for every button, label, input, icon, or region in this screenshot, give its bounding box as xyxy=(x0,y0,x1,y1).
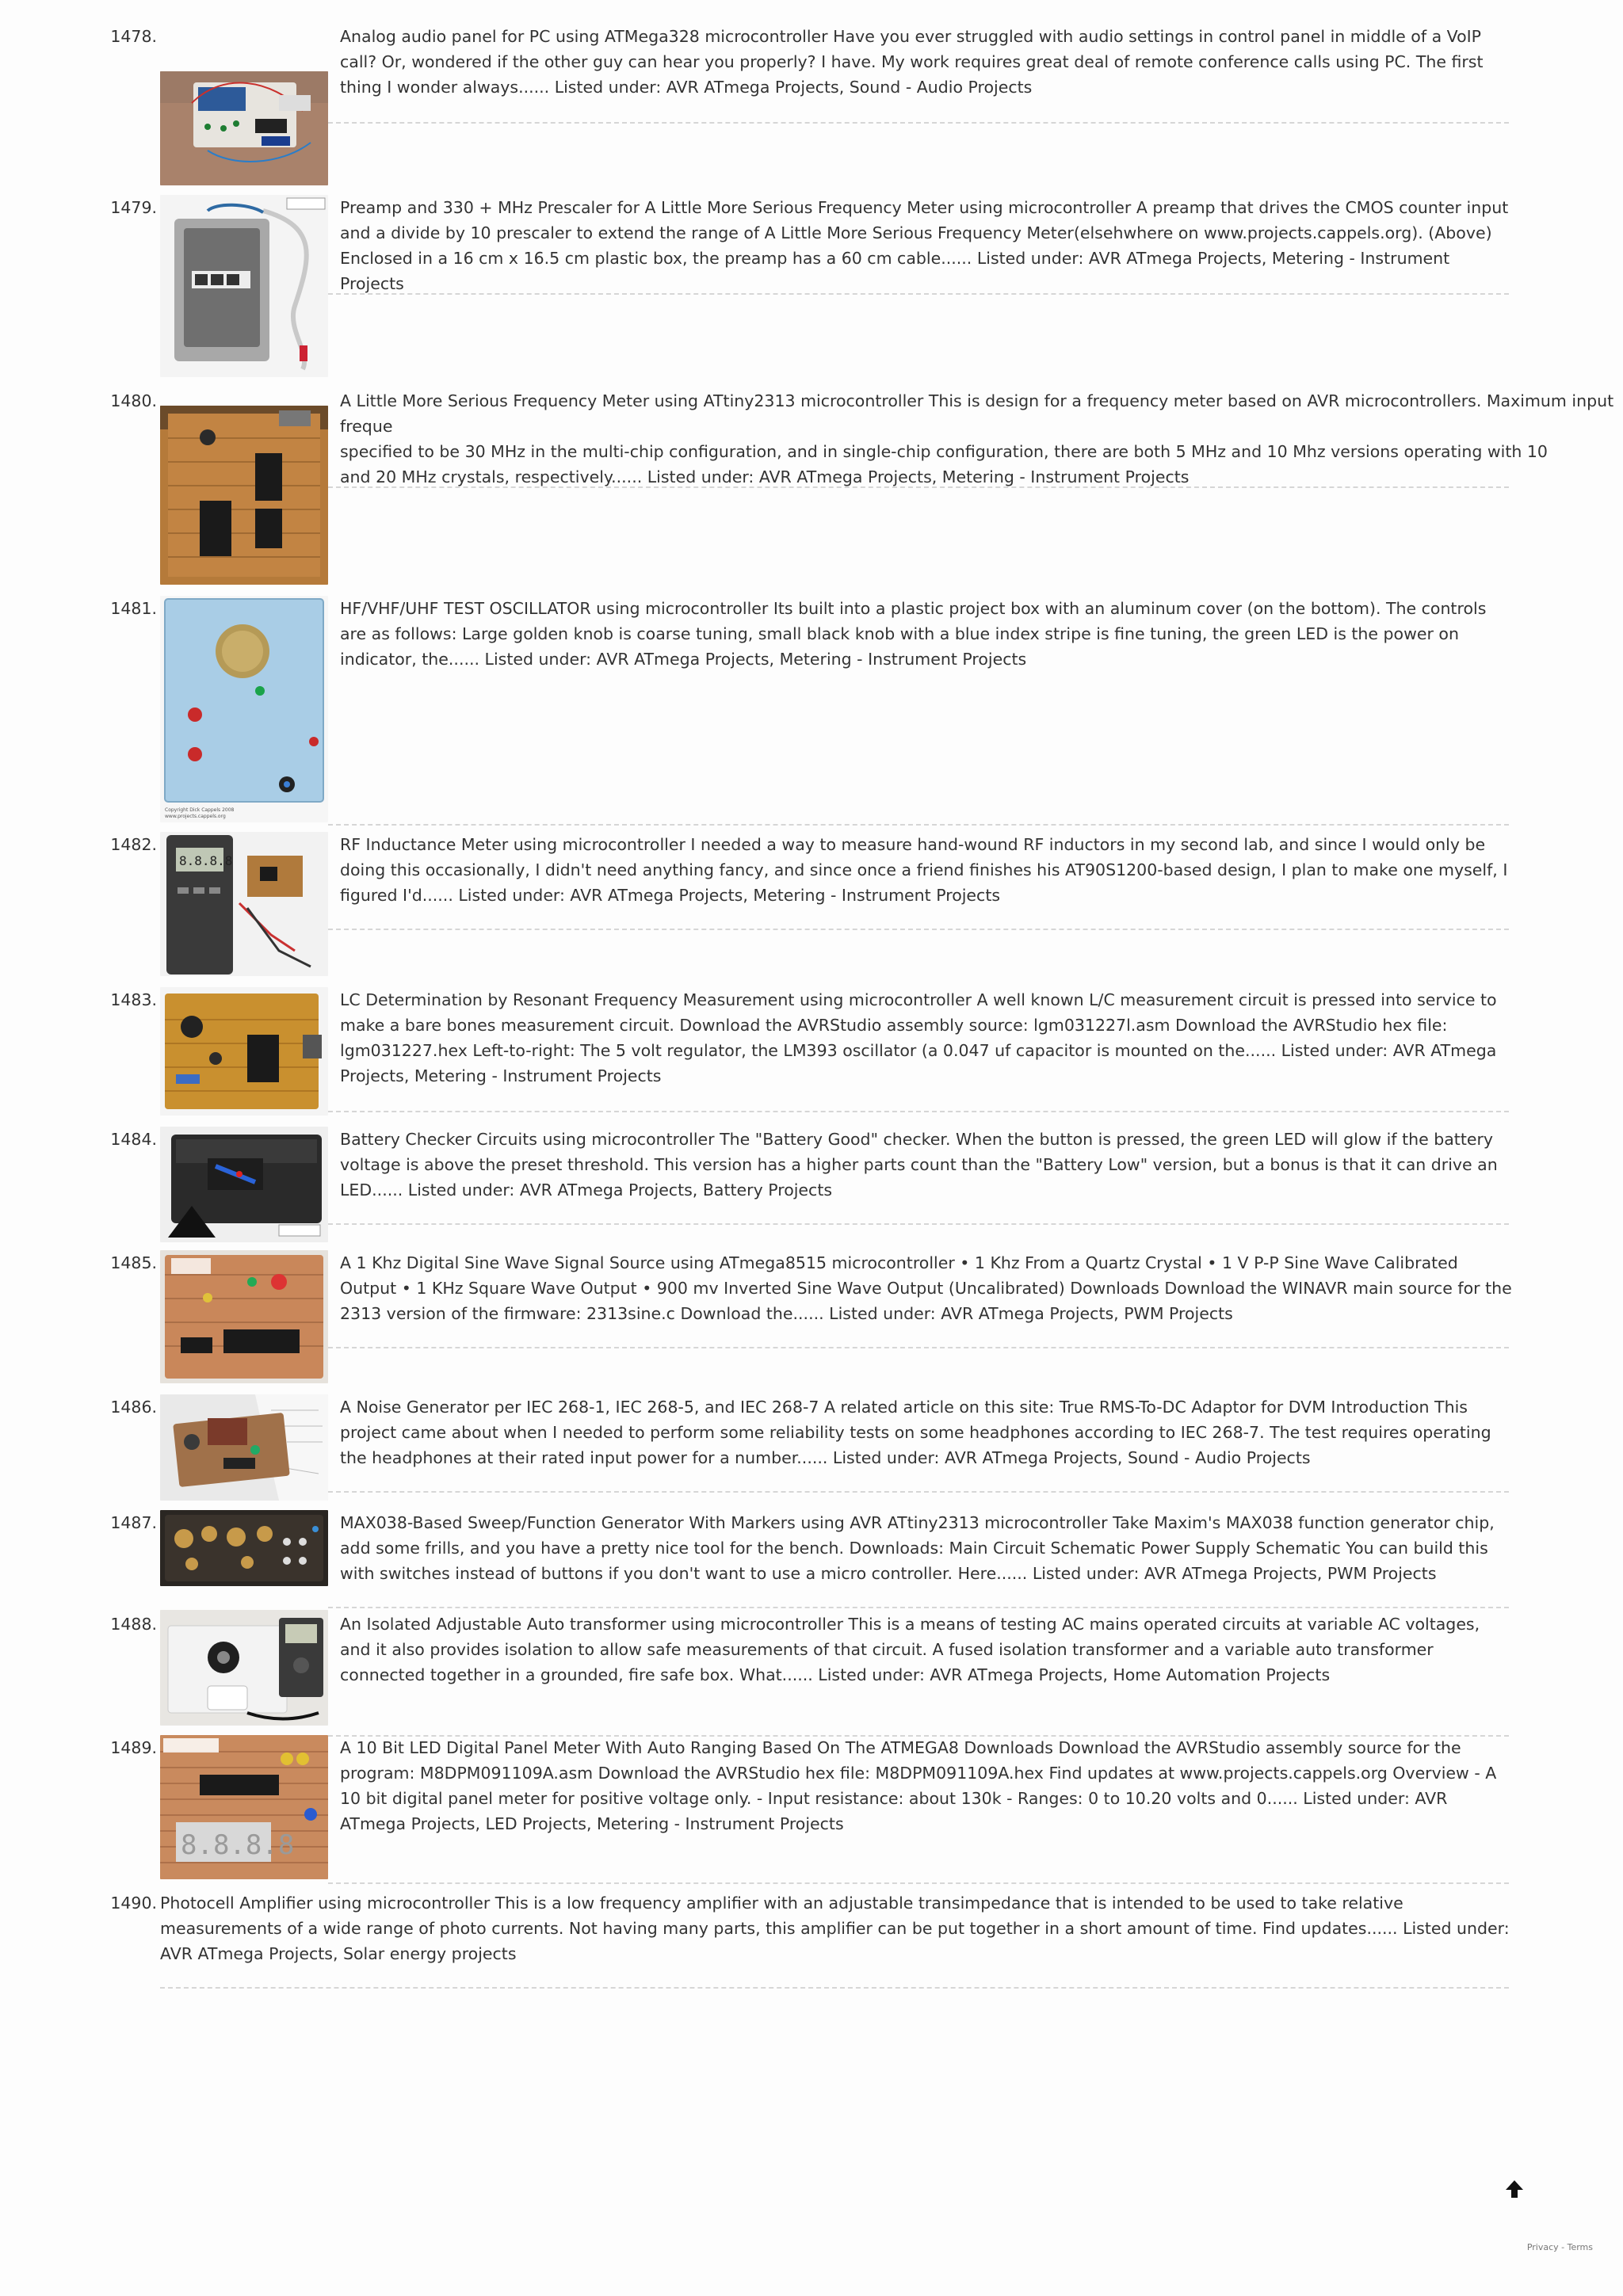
item-separator xyxy=(328,824,1509,826)
item-separator xyxy=(328,1223,1509,1225)
item-number: 1478. xyxy=(110,27,157,46)
item-number: 1482. xyxy=(110,835,157,854)
audio-panel-breadboard-photo xyxy=(160,71,328,185)
project-thumbnail[interactable] xyxy=(160,1510,328,1586)
arrow-up-icon xyxy=(1503,2176,1526,2203)
project-description[interactable]: Battery Checker Circuits using microcontroller The "Battery Good" checker. When the button is pressed, the green LED will glow if the battery voltage is above the preset threshold. This version has a higher parts count than the "Battery Low" version, but a bonus is that it can drive an LED...... Listed under: AVR ATmega Projects, Battery Projects xyxy=(340,1130,1498,1199)
project-description[interactable]: HF/VHF/UHF TEST OSCILLATOR using microcontroller Its built into a plastic project box with an aluminum cover (on the bottom). The controls are as follows: Large golden knob is coarse tuning, small black knob with a blue index stripe is fine tuning, the green LED is the power on indicator, the...... Listed under: AVR ATmega Projects, Metering - Instrument Projects xyxy=(340,599,1487,669)
project-description[interactable]: An Isolated Adjustable Auto transformer using microcontroller This is a means of testing AC mains operated circuits at variable AC voltages, and it also provides isolation to allow safe measurements of that circuit. A fused isolation transformer and a variable auto transformer connected together in a grounded, fire safe box. What...... Listed under: AVR ATmega Projects, Home Automation Projects xyxy=(340,1615,1480,1684)
item-separator xyxy=(328,929,1509,930)
back-to-top-button[interactable] xyxy=(1503,2176,1526,2203)
project-description[interactable]: A 10 Bit LED Digital Panel Meter With Auto Ranging Based On The ATMEGA8 Downloads Download the AVRStudio assembly source for the program: M8DPM091109A.asm Download the AVRStudio hex file: M8DPM091109A.hex Find updates at www.projects.cappels.org Overview - A 10 bit digital panel meter for positive voltage only. - Input resistance: about 130k - Ranges: 0 to 10.20 volts and 0...... Listed under: AVR ATmega Projects, LED Projects, Metering - Instrument Projects xyxy=(340,1738,1497,1833)
item-separator xyxy=(328,1347,1509,1348)
inductance-meter-photo xyxy=(160,832,328,976)
item-separator xyxy=(328,1491,1509,1493)
photo-caption: Copyright Dick Cappels 2008 xyxy=(165,807,235,813)
project-thumbnail[interactable] xyxy=(160,1735,328,1879)
project-thumbnail[interactable] xyxy=(160,832,328,976)
item-number: 1483. xyxy=(110,990,157,1009)
project-description[interactable]: A Little More Serious Frequency Meter using ATtiny2313 microcontroller This is design for a frequency meter based on AVR microcontrollers. Maximum input freque specified to be 30 MHz in the multi-chip configuration, and in single-chip configuration, there are both 5 MHz and 10 Mhz versions operating with 10 and 20 MHz crystals, respectively...... Listed under: AVR ATmega Projects, Metering - Instrument Projects xyxy=(340,391,1614,486)
lc-meter-perfboard-photo xyxy=(160,987,328,1116)
project-description[interactable]: A 1 Khz Digital Sine Wave Signal Source using ATmega8515 microcontroller • 1 Khz From a Quartz Crystal • 1 V P-P Sine Wave Calibrated Output • 1 KHz Square Wave Output • 900 mv Inverted Sine Wave Output (Uncalibrated) Downloads Download the WINAVR main source for the 2313 version of the firmware: 2313sine.c Download the...... Listed under: AVR ATmega Projects, PWM Projects xyxy=(340,1253,1512,1323)
test-oscillator-box-photo xyxy=(160,596,328,822)
project-description[interactable]: Analog audio panel for PC using ATMega328 microcontroller Have you ever struggled with audio settings in control panel in middle of a VoIP call? Or, wondered if the other guy can hear you properly? I have. My work requires great deal of remote conference calls using PC. The first thing I wonder always...... Listed under: AVR ATmega Projects, Sound - Audio Projects xyxy=(340,27,1484,97)
sine-wave-source-perfboard-photo xyxy=(160,1250,328,1383)
project-description[interactable]: RF Inductance Meter using microcontroller I needed a way to measure hand-wound RF inductors in my second lab, and since I would only be doing this occasionally, I didn't need anything fancy, and since once a friend finishes his AT90S1200-based design, I plan to make one myself, I figured I'd...... Listed under: AVR ATmega Projects, Metering - Instrument Projects xyxy=(340,835,1508,905)
project-thumbnail[interactable] xyxy=(160,1250,328,1383)
preamp-prescaler-box-photo xyxy=(160,195,328,377)
project-description[interactable]: LC Determination by Resonant Frequency Measurement using microcontroller A well known L/C measurement circuit is pressed into service to make a bare bones measurement circuit. Download the AVRStudio assembly source: lgm031227l.asm Download the AVRStudio hex file: lgm031227.hex Left-to-right: The 5 volt regulator, the LM393 oscillator (a 0.047 uf capacitor is mounted on the...... Listed under: AVR ATmega Projects, Metering - Instrument Projects xyxy=(340,990,1497,1085)
item-number: 1479. xyxy=(110,198,157,217)
project-thumbnail[interactable] xyxy=(160,596,328,822)
project-description[interactable]: Preamp and 330 + MHz Prescaler for A Little More Serious Frequency Meter using microcontroller A preamp that drives the CMOS counter input and a divide by 10 prescaler to extend the range of A Little More Serious Frequency Meter(elsehwhere on www.projects.cappels.org). (Above) Enclosed in a 16 cm x 16.5 cm plastic box, the preamp has a 60 cm cable...... Listed under: AVR ATmega Projects, Metering - Instrument Projects xyxy=(340,198,1509,293)
recaptcha-footer[interactable]: Privacy - Terms xyxy=(1526,2242,1593,2252)
meter-display: 8.8.8.8 xyxy=(179,853,233,868)
item-separator xyxy=(328,1607,1509,1608)
item-number: 1487. xyxy=(110,1513,157,1532)
led-panel-meter-photo xyxy=(160,1735,328,1879)
auto-transformer-box-photo xyxy=(160,1610,328,1726)
item-number: 1489. xyxy=(110,1738,157,1757)
photo-caption: www.projects.cappels.org xyxy=(165,814,226,819)
noise-generator-board-photo xyxy=(160,1394,328,1501)
item-separator xyxy=(328,1882,1509,1884)
meter-display: 8.8.8.8 xyxy=(181,1829,295,1861)
item-number: 1484. xyxy=(110,1130,157,1149)
project-thumbnail[interactable] xyxy=(160,987,328,1116)
project-description[interactable]: A Noise Generator per IEC 268-1, IEC 268-5, and IEC 268-7 A related article on this site: True RMS-To-DC Adaptor for DVM Introduction This project came about when I needed to perform some reliability tests on some headphones according to IEC 268-7. The test requires operating the headphones at their rated input power for a number...... Listed under: AVR ATmega Projects, Sound - Audio Projects xyxy=(340,1398,1491,1467)
item-number: 1485. xyxy=(110,1253,157,1272)
item-separator xyxy=(328,293,1509,295)
project-description[interactable]: MAX038-Based Sweep/Function Generator With Markers using AVR ATtiny2313 microcontroller Take Maxim's MAX038 function generator chip, add some frills, and you have a pretty nice tool for the bench. Downloads: Main Circuit Schematic Power Supply Schematic You can build this with switches instead of buttons if you don't want to use a micro controller. Here...... Listed under: AVR ATmega Projects, PWM Projects xyxy=(340,1513,1495,1583)
item-number: 1480. xyxy=(110,391,157,410)
item-number: 1488. xyxy=(110,1615,157,1634)
project-description[interactable]: Photocell Amplifier using microcontroller This is a low frequency amplifier with an adjustable transimpedance that is intended to be used to take relative measurements of a wide range of photo currents. Not having many parts, this amplifier can be put together in a short amount of time. Find updates...... Listed under: AVR ATmega Projects, Solar energy projects xyxy=(160,1894,1510,1963)
project-thumbnail[interactable] xyxy=(160,195,328,377)
project-thumbnail[interactable] xyxy=(160,1127,328,1242)
function-generator-panel-photo xyxy=(160,1510,328,1586)
item-number: 1490. xyxy=(110,1894,157,1913)
item-separator xyxy=(328,1111,1509,1112)
project-thumbnail[interactable] xyxy=(160,71,328,185)
item-number: 1486. xyxy=(110,1398,157,1417)
item-separator xyxy=(328,486,1509,488)
project-thumbnail[interactable] xyxy=(160,1610,328,1726)
battery-checker-photo xyxy=(160,1127,328,1242)
item-separator xyxy=(160,1987,1509,1989)
item-separator xyxy=(328,122,1509,124)
frequency-meter-perfboard-photo xyxy=(160,406,328,585)
project-thumbnail[interactable] xyxy=(160,406,328,585)
item-number: 1481. xyxy=(110,599,157,618)
project-thumbnail[interactable] xyxy=(160,1394,328,1501)
